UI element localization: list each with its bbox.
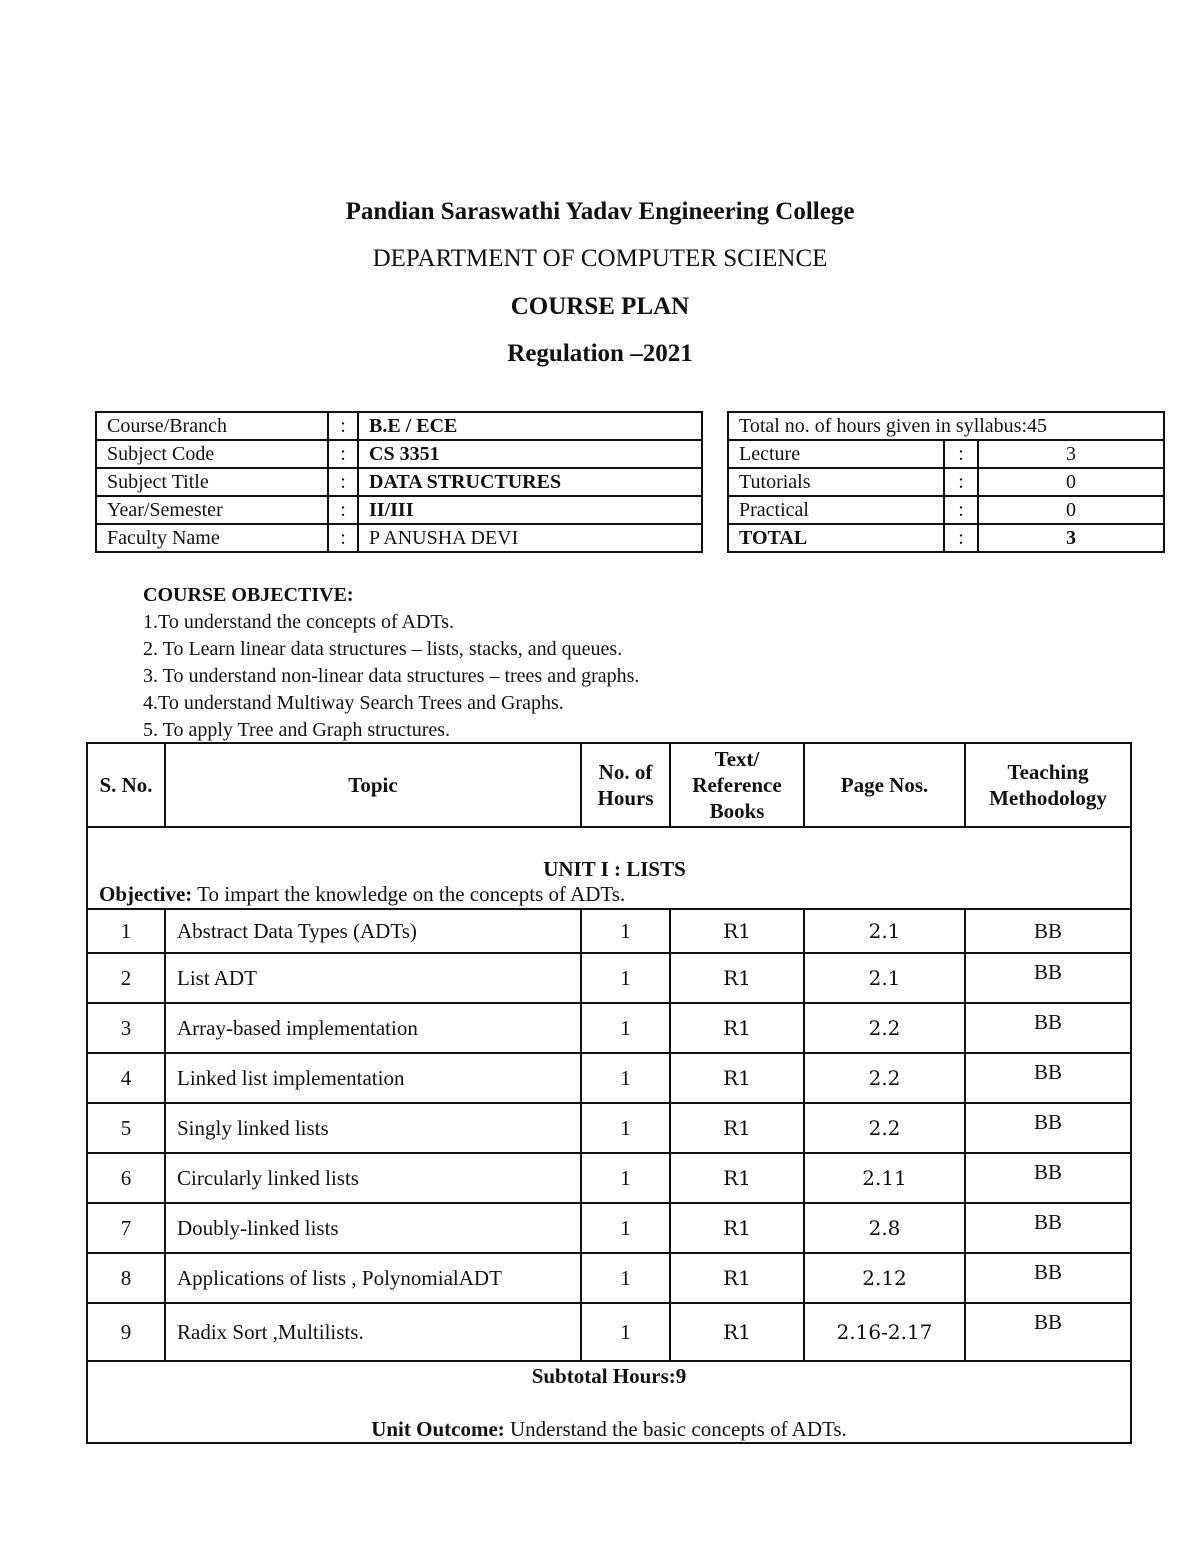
unit-outcome-text: Understand the basic concepts of ADTs. (504, 1417, 847, 1441)
row-method: BB (965, 1303, 1131, 1361)
row-hours: 1 (581, 1203, 670, 1253)
hours-label: Tutorials (728, 468, 944, 496)
hours-label: TOTAL (728, 524, 944, 552)
unit-outcome-label: Unit Outcome: (371, 1417, 505, 1441)
info-value: II/III (358, 496, 702, 524)
hours-value: 3 (978, 524, 1164, 552)
row-pages: 2.8 (804, 1203, 965, 1253)
objective-item: 2. To Learn linear data structures – lists, stacks, and queues. (143, 638, 623, 660)
row-pages: 2.1 (804, 953, 965, 1003)
row-hours: 1 (581, 1053, 670, 1103)
info-value: CS 3351 (358, 440, 702, 468)
row-topic: Circularly linked lists (165, 1153, 581, 1203)
info-label: Year/Semester (96, 496, 328, 524)
row-pages: 2.2 (804, 1103, 965, 1153)
row-sno: 7 (87, 1203, 165, 1253)
hours-colon: : (944, 440, 978, 468)
row-pages: 2.12 (804, 1253, 965, 1303)
info-colon: : (328, 524, 358, 552)
info-label: Faculty Name (96, 524, 328, 552)
table-row (87, 1103, 1131, 1153)
hours-row-lecture (728, 440, 1164, 468)
subtotal-hours: Subtotal Hours:9 (531, 1364, 687, 1388)
unit-objective (99, 882, 1130, 908)
table-row (87, 1253, 1131, 1303)
info-row-subject-code (96, 440, 702, 468)
unit-objective-text: To impart the knowledge on the concepts of ADTs. (192, 882, 626, 906)
info-row-faculty (96, 524, 702, 552)
row-pages: 2.1 (804, 909, 965, 953)
table-row (87, 1153, 1131, 1203)
header-method: Teaching Methodology (965, 743, 1131, 827)
info-colon: : (328, 496, 358, 524)
hours-row-total-syllabus (728, 412, 1164, 440)
row-reference: R1 (670, 1153, 804, 1203)
unit-footer (87, 1361, 1131, 1443)
row-sno: 3 (87, 1003, 165, 1053)
row-topic: Array-based implementation (165, 1003, 581, 1053)
info-value: P ANUSHA DEVI (358, 524, 702, 552)
row-method: BB (965, 1203, 1131, 1253)
table-row (87, 1203, 1131, 1253)
objective-item: 4.To understand Multiway Search Trees and Graphs. (143, 692, 564, 714)
row-reference: R1 (670, 953, 804, 1003)
info-value: B.E / ECE (358, 412, 702, 440)
hours-value: 0 (978, 496, 1164, 524)
course-info-table (95, 411, 703, 553)
row-topic: Singly linked lists (165, 1103, 581, 1153)
header-sno: S. No. (87, 743, 165, 827)
unit-title: UNIT I : LISTS (543, 857, 686, 881)
header-pages: Page Nos. (804, 743, 965, 827)
objective-item: 1.To understand the concepts of ADTs. (143, 611, 455, 633)
info-row-year-semester (96, 496, 702, 524)
hours-value: 3 (978, 440, 1164, 468)
header-hours: No. of Hours (581, 743, 670, 827)
hours-total-syllabus: Total no. of hours given in syllabus:45 (728, 412, 1164, 440)
row-reference: R1 (670, 1053, 804, 1103)
row-pages: 2.16-2.17 (804, 1303, 965, 1361)
row-topic: Radix Sort ,Multilists. (165, 1303, 581, 1361)
row-sno: 9 (87, 1303, 165, 1361)
row-hours: 1 (581, 1303, 670, 1361)
row-hours: 1 (581, 1253, 670, 1303)
row-hours: 1 (581, 953, 670, 1003)
regulation: Regulation –2021 (507, 340, 693, 367)
row-method: BB (965, 1053, 1131, 1103)
row-topic: Abstract Data Types (ADTs) (165, 909, 581, 953)
hours-colon: : (944, 496, 978, 524)
row-hours: 1 (581, 1103, 670, 1153)
row-topic: Applications of lists , PolynomialADT (165, 1253, 581, 1303)
hours-row-total (728, 524, 1164, 552)
hours-table (727, 411, 1165, 553)
hours-colon: : (944, 468, 978, 496)
hours-label: Lecture (728, 440, 944, 468)
info-label: Subject Title (96, 468, 328, 496)
objectives-heading: COURSE OBJECTIVE: (143, 584, 354, 606)
row-topic: Linked list implementation (165, 1053, 581, 1103)
info-row-subject-title (96, 468, 702, 496)
unit-outcome (88, 1417, 1130, 1442)
table-row (87, 1053, 1131, 1103)
row-method: BB (965, 953, 1131, 1003)
info-colon: : (328, 412, 358, 440)
row-hours: 1 (581, 1003, 670, 1053)
row-reference: R1 (670, 1303, 804, 1361)
row-sno: 8 (87, 1253, 165, 1303)
info-colon: : (328, 468, 358, 496)
objective-item: 5. To apply Tree and Graph structures. (143, 719, 451, 741)
unit-header (87, 827, 1131, 909)
row-hours: 1 (581, 909, 670, 953)
row-method: BB (965, 1253, 1131, 1303)
info-label: Course/Branch (96, 412, 328, 440)
row-method: BB (965, 1003, 1131, 1053)
row-topic: Doubly-linked lists (165, 1203, 581, 1253)
table-row (87, 909, 1131, 953)
info-row-course-branch (96, 412, 702, 440)
row-reference: R1 (670, 1253, 804, 1303)
objective-item: 3. To understand non-linear data structures – trees and graphs. (143, 665, 640, 687)
row-method: BB (965, 1103, 1131, 1153)
document-title: COURSE PLAN (510, 293, 690, 320)
hours-row-practical (728, 496, 1164, 524)
row-sno: 1 (87, 909, 165, 953)
row-reference: R1 (670, 1003, 804, 1053)
hours-colon: : (944, 524, 978, 552)
row-reference: R1 (670, 1203, 804, 1253)
hours-value: 0 (978, 468, 1164, 496)
info-colon: : (328, 440, 358, 468)
table-row (87, 1303, 1131, 1361)
row-pages: 2.11 (804, 1153, 965, 1203)
department-name: DEPARTMENT OF COMPUTER SCIENCE (372, 245, 828, 272)
course-plan-table (86, 742, 1132, 1444)
unit-footer-row (87, 1361, 1131, 1443)
row-sno: 2 (87, 953, 165, 1003)
row-sno: 5 (87, 1103, 165, 1153)
unit-header-row (87, 827, 1131, 909)
course-objectives (143, 582, 639, 744)
info-label: Subject Code (96, 440, 328, 468)
table-row (87, 1003, 1131, 1053)
college-name: Pandian Saraswathi Yadav Engineering College (345, 198, 855, 225)
row-method: BB (965, 909, 1131, 953)
header-topic: Topic (165, 743, 581, 827)
hours-row-tutorials (728, 468, 1164, 496)
row-pages: 2.2 (804, 1003, 965, 1053)
plan-header-row (87, 743, 1131, 827)
table-row (87, 953, 1131, 1003)
row-reference: R1 (670, 1103, 804, 1153)
hours-label: Practical (728, 496, 944, 524)
row-hours: 1 (581, 1153, 670, 1203)
row-pages: 2.2 (804, 1053, 965, 1103)
row-sno: 6 (87, 1153, 165, 1203)
unit-objective-label: Objective: (99, 882, 193, 906)
header-books: Text/ Reference Books (670, 743, 804, 827)
row-reference: R1 (670, 909, 804, 953)
row-method: BB (965, 1153, 1131, 1203)
row-sno: 4 (87, 1053, 165, 1103)
row-topic: List ADT (165, 953, 581, 1003)
info-value: DATA STRUCTURES (358, 468, 702, 496)
